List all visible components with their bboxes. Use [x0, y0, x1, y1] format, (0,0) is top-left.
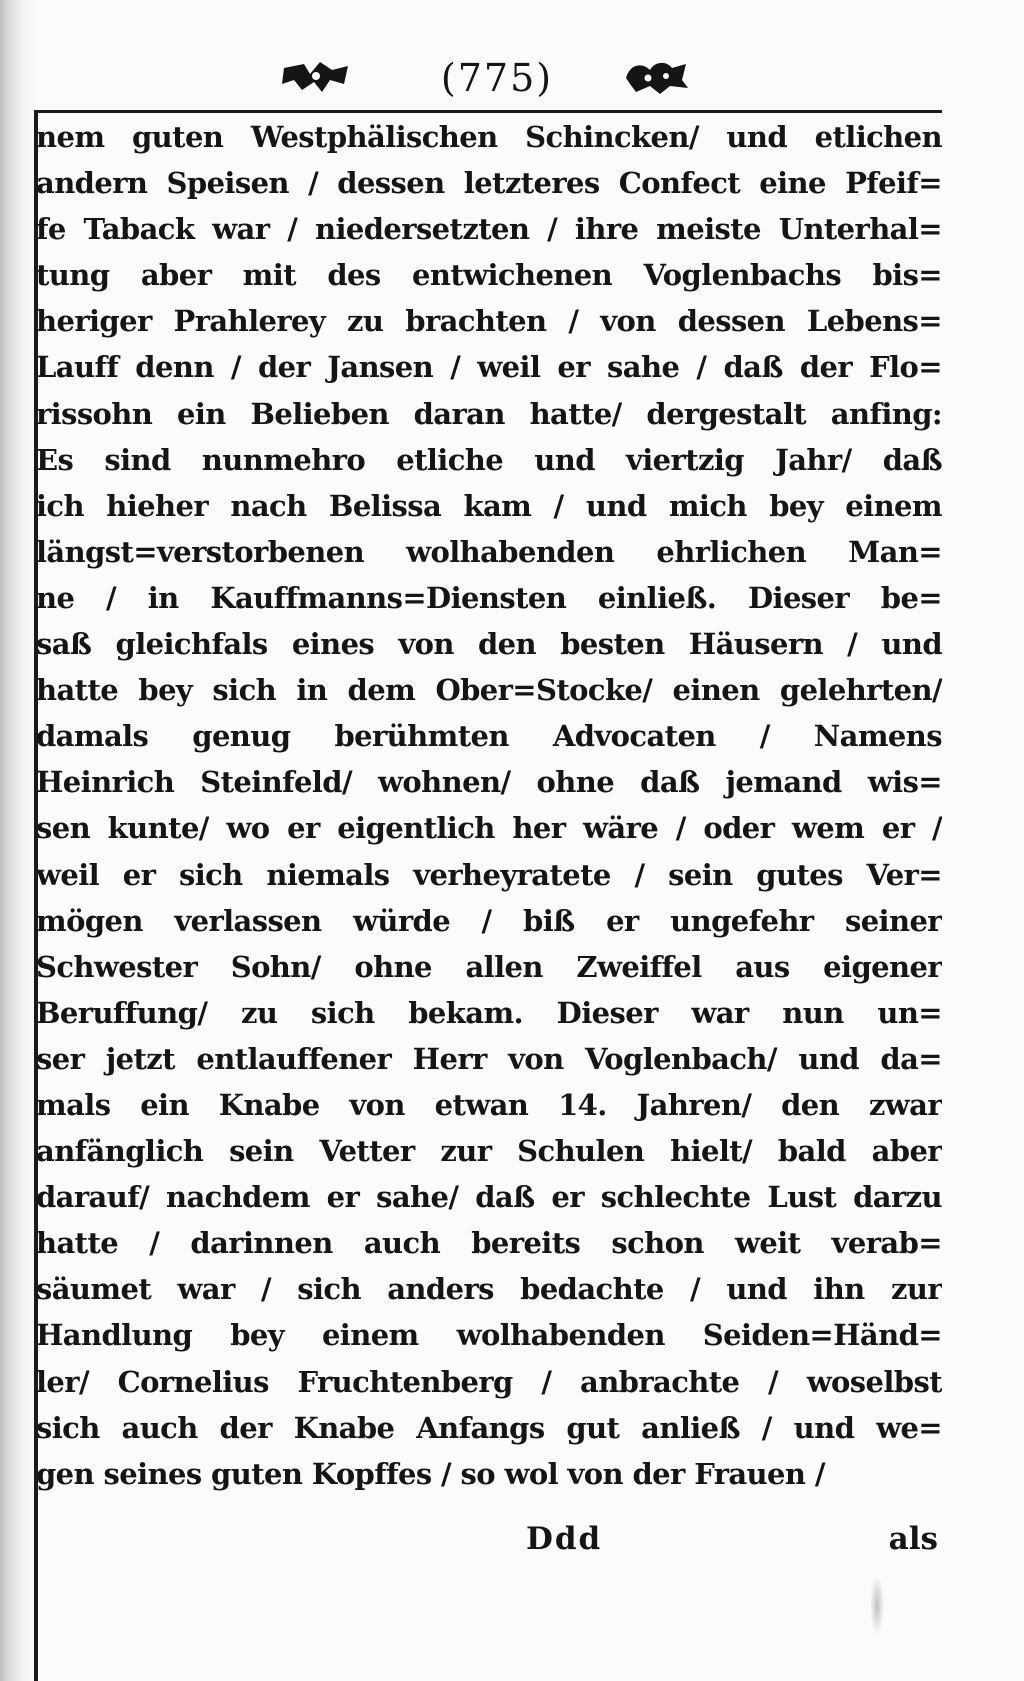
text-line: säumet war / sich anders bedachte / und ihn zur: [36, 1272, 942, 1307]
text-line: mals ein Knabe von etwan 14. Jahren/ den zwar: [36, 1087, 942, 1122]
text-line: gen seines guten Kopffes / so wol von der Frauen /: [36, 1456, 825, 1491]
page-footer: [36, 1521, 942, 1571]
text-line: nem guten Westphälischen Schincken/ und etlichen: [36, 120, 942, 154]
text-line: hatte bey sich in dem Ober=Stocke/ einen gelehrten/: [36, 673, 942, 708]
text-line: darauf/ nachdem er sahe/ daß er schlechte Lust darzu: [36, 1180, 942, 1215]
page-gutter-shadow: [0, 0, 38, 1681]
body-text: [36, 114, 942, 1497]
text-line: tung aber mit des entwichenen Voglenbachs bis=: [36, 258, 942, 293]
text-line: Heinrich Steinfeld/ wohnen/ ohne daß jemand wis=: [36, 765, 942, 800]
header-rule: [36, 110, 942, 113]
signature-mark: Ddd: [526, 1521, 603, 1557]
text-line: saß gleichfals eines von den besten Häusern / und: [36, 627, 942, 662]
text-line: anfänglich sein Vetter zur Schulen hielt/ bald aber: [36, 1134, 942, 1169]
text-line: Lauff denn / der Jansen / weil er sahe / daß der Flo=: [36, 350, 942, 385]
text-line: fe Taback war / niedersetzten / ihre meiste Unterhal=: [36, 212, 942, 247]
text-line: sich auch der Knabe Anfangs gut anließ / und we=: [36, 1410, 942, 1445]
text-line: Schwester Sohn/ ohne allen Zweiffel aus eigener: [36, 949, 942, 984]
text-line: Es sind nunmehro etliche und viertzig Jahr/ daß: [36, 442, 942, 477]
text-line: hatte / darinnen auch bereits schon weit verab=: [36, 1226, 942, 1261]
text-line: damals genug berühmten Advocaten / Namens: [36, 719, 942, 754]
text-line: heriger Prahlerey zu brachten / von dessen Lebens=: [36, 304, 942, 339]
left-ornament-icon: [280, 58, 352, 96]
text-line: ne / in Kauffmanns=Diensten einließ. Dieser be=: [36, 580, 942, 615]
text-line: andern Speisen / dessen letzteres Confect eine Pfeif=: [36, 166, 942, 201]
text-line: sen kunte/ wo er eigentlich her wäre / oder wem er /: [36, 811, 942, 846]
text-line: längst=verstorbenen wolhabenden ehrlichen Man=: [36, 534, 942, 569]
text-line: weil er sich niemals verheyratete / sein gutes Ver=: [36, 857, 942, 892]
text-line: Handlung bey einem wolhabenden Seiden=Händ=: [36, 1318, 942, 1353]
text-line: Beruffung/ zu sich bekam. Dieser war nun un=: [36, 995, 942, 1030]
text-line: mögen verlassen würde / biß er ungefehr seiner: [36, 903, 942, 938]
right-ornament-icon: [620, 58, 692, 96]
text-line: ich hieher nach Belissa kam / und mich bey einem: [36, 488, 942, 523]
text-line: ler/ Cornelius Fruchtenberg / anbrachte / woselbst: [36, 1364, 942, 1399]
catchword: als: [888, 1521, 938, 1557]
ink-smudge: [870, 1575, 884, 1635]
text-line: ser jetzt entlauffener Herr von Voglenbach/ und da=: [36, 1041, 942, 1076]
page-header: [280, 52, 700, 104]
text-line: rissohn ein Belieben daran hatte/ dergestalt anfing:: [36, 396, 942, 431]
page-number: (775): [440, 56, 554, 100]
